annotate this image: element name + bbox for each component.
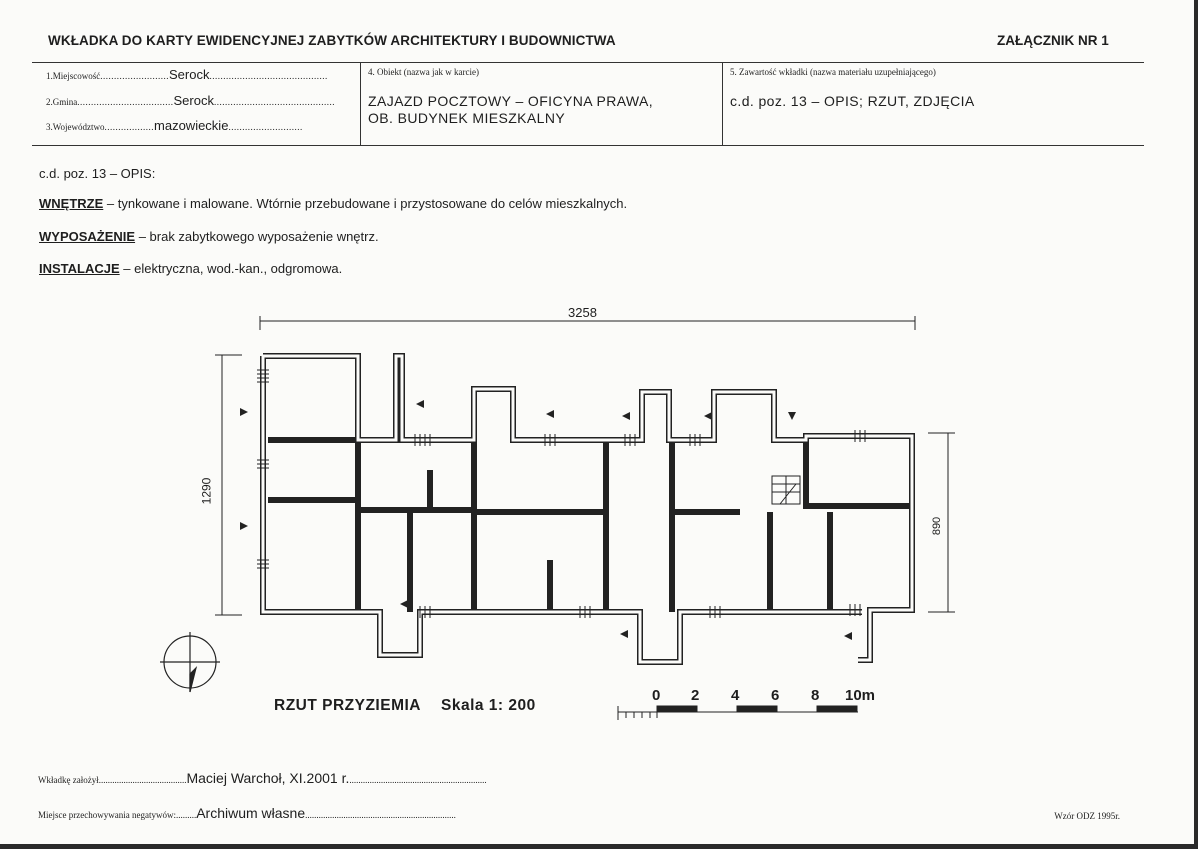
object-label: 4. Obiekt (nazwa jak w karcie): [368, 67, 479, 77]
interior-key: WNĘTRZE: [39, 196, 104, 211]
form-pattern: Wzór ODZ 1995r.: [1054, 811, 1120, 821]
plan-scale-text: Skala 1: 200: [441, 697, 536, 714]
description-heading: c.d. poz. 13 – OPIS:: [39, 166, 156, 181]
north-arrow: [160, 632, 220, 692]
scale-tick-10: 10m: [845, 687, 876, 704]
content-label: 5. Zawartość wkładki (nazwa materiału uzupełniającego): [730, 67, 936, 77]
plan-caption: [274, 697, 536, 715]
voivodeship-field: 3.Województwo..................mazowieckie...........................: [46, 118, 303, 133]
installations-text: – elektryczna, wod.-kan., odgromowa.: [119, 261, 343, 276]
commune-field: 2.Gmina...................................Serock............................................: [46, 93, 335, 108]
commune-label: 2.Gmina: [46, 97, 78, 107]
scale-tick-2: 2: [691, 687, 700, 704]
created-value: Maciej Warchoł, XI.2001 r.: [186, 770, 350, 786]
storage-value: Archiwum własne: [196, 805, 306, 821]
dimension-width: 3258: [568, 305, 597, 320]
furnishing-text: – brak zabytkowego wyposażenie wnętrz.: [135, 229, 379, 244]
dimension-height: 1290: [199, 477, 214, 505]
created-label: Wkładkę założył: [38, 775, 99, 785]
storage-label: Miejsce przechowywania negatywów:: [38, 810, 176, 820]
storage-field: Miejsce przechowywania negatywów:.........Archiwum własne...................................................................: [38, 805, 456, 821]
interior-text: – tynkowane i malowane. Wtórnie przebudowane i przystosowane do celów mieszkalnych.: [103, 196, 628, 211]
content-value: c.d. poz. 13 – OPIS; RZUT, ZDJĘCIA: [730, 93, 975, 109]
voivodeship-value: mazowieckie: [154, 118, 229, 133]
locality-value: Serock: [169, 67, 210, 82]
created-field: Wkładkę założył.......................................Maciej Warchoł, XI.2001 r..............................................................: [38, 770, 487, 786]
annex-label: ZAŁĄCZNIK NR 1: [997, 33, 1109, 48]
scale-tick-6: 6: [771, 687, 780, 704]
installations-key: INSTALACJE: [39, 261, 120, 276]
object-line-2: OB. BUDYNEK MIESZKALNY: [368, 110, 566, 126]
locality-label: 1.Miejscowość: [46, 71, 101, 81]
locality-field: 1.Miejscowość.........................Serock...........................................: [46, 67, 328, 82]
voivodeship-label: 3.Województwo: [46, 122, 105, 132]
scale-tick-8: 8: [811, 687, 820, 704]
form-title: WKŁADKA DO KARTY EWIDENCYJNEJ ZABYTKÓW ARCHITEKTURY I BUDOWNICTWA: [48, 33, 616, 48]
scale-tick-4: 4: [731, 687, 740, 704]
dimension-right: 890: [931, 516, 944, 536]
scale-tick-0: 0: [652, 687, 661, 704]
commune-value: Serock: [173, 93, 214, 108]
furnishing-key: WYPOSAŻENIE: [39, 229, 136, 244]
object-line-1: ZAJAZD POCZTOWY – OFICYNA PRAWA,: [368, 93, 654, 109]
plan-caption-title: RZUT PRZYZIEMIA: [274, 697, 421, 714]
scale-bar: [618, 706, 858, 720]
